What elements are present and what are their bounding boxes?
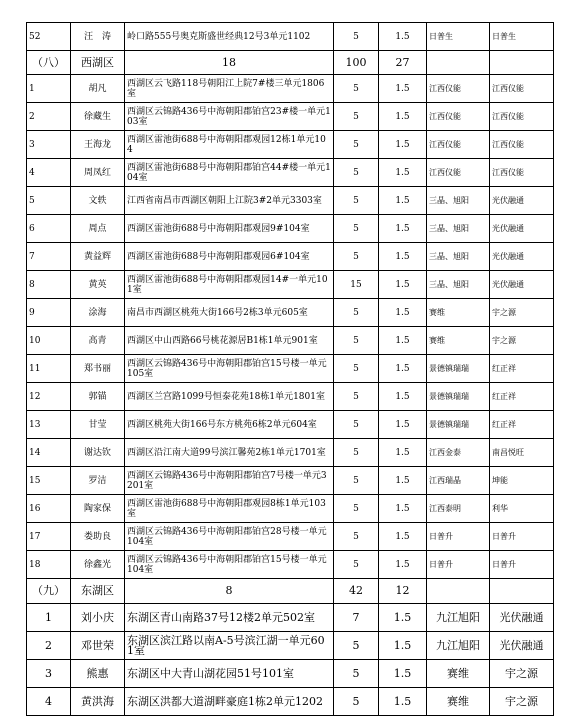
price-total: 12	[379, 579, 427, 604]
installer-cell: 江西仪能	[490, 159, 554, 187]
address-cell: 西湖区中山西路66号桃花源居B1栋1单元901室	[125, 327, 334, 355]
address-cell: 西湖区云锦路436号中海朝阳郡铂宫15号楼一单元105室	[125, 355, 334, 383]
installer-cell: 光伏融通	[490, 243, 554, 271]
table-row	[27, 467, 554, 495]
installer-cell: 光伏融通	[490, 187, 554, 215]
household-count: 8	[125, 579, 334, 604]
price-cell: 1.5	[379, 383, 427, 411]
area-cell: 5	[334, 159, 379, 187]
person-name: 郭锚	[71, 383, 125, 411]
row-number: 4	[27, 688, 71, 716]
supplier-cell: 景德镇瑞瑞	[427, 383, 490, 411]
area-cell: 5	[334, 439, 379, 467]
row-number: 14	[27, 439, 71, 467]
price-cell: 1.5	[379, 299, 427, 327]
area-cell: 5	[334, 632, 379, 660]
supplier-cell: 江西仪能	[427, 103, 490, 131]
price-cell: 1.5	[379, 551, 427, 579]
price-total: 27	[379, 51, 427, 75]
area-cell: 5	[334, 243, 379, 271]
price-cell: 1.5	[379, 159, 427, 187]
empty-cell	[490, 51, 554, 75]
installer-cell: 利华	[490, 495, 554, 523]
area-cell: 5	[334, 75, 379, 103]
area-total: 100	[334, 51, 379, 75]
person-name: 陶家保	[71, 495, 125, 523]
supplier-cell: 江西泰明	[427, 495, 490, 523]
person-name: 涂海	[71, 299, 125, 327]
row-number: 15	[27, 467, 71, 495]
area-cell: 5	[334, 383, 379, 411]
supplier-cell: 三晶、旭阳	[427, 243, 490, 271]
person-name: 文轶	[71, 187, 125, 215]
price-cell: 1.5	[379, 688, 427, 716]
table-row	[27, 604, 554, 632]
supplier-cell: 三晶、旭阳	[427, 187, 490, 215]
district-index: （九）	[27, 579, 71, 604]
row-number: 2	[27, 632, 71, 660]
district-row	[27, 51, 554, 75]
row-number: 10	[27, 327, 71, 355]
address-cell: 西湖区雷池街688号中海朝阳郡观园8栋1单元103室	[125, 495, 334, 523]
supplier-cell: 江西仪能	[427, 75, 490, 103]
person-name: 郑书丽	[71, 355, 125, 383]
area-cell: 5	[334, 551, 379, 579]
installer-cell: 光伏融通	[490, 604, 554, 632]
supplier-cell: 江西仪能	[427, 131, 490, 159]
row-number: 1	[27, 75, 71, 103]
price-cell: 1.5	[379, 187, 427, 215]
area-cell: 5	[334, 495, 379, 523]
installer-cell: 光伏融通	[490, 632, 554, 660]
supplier-cell: 赛维	[427, 660, 490, 688]
price-cell: 1.5	[379, 604, 427, 632]
price-cell: 1.5	[379, 103, 427, 131]
row-number: 18	[27, 551, 71, 579]
installer-cell: 宇之源	[490, 688, 554, 716]
supplier-cell: 九江旭阳	[427, 632, 490, 660]
supplier-cell: 三晶、旭阳	[427, 271, 490, 299]
area-cell: 5	[334, 103, 379, 131]
person-name: 谢达钦	[71, 439, 125, 467]
area-cell: 7	[334, 604, 379, 632]
address-cell: 东湖区滨江路以南A-5号滨江湖一单元601室	[125, 632, 334, 660]
row-number: 7	[27, 243, 71, 271]
person-name: 黄洪海	[71, 688, 125, 716]
district-index: （八）	[27, 51, 71, 75]
area-cell: 5	[334, 187, 379, 215]
installer-cell: 红正祥	[490, 383, 554, 411]
area-cell: 5	[334, 523, 379, 551]
empty-cell	[427, 579, 490, 604]
supplier-cell: 江西金泰	[427, 439, 490, 467]
table-row	[27, 187, 554, 215]
area-cell: 5	[334, 660, 379, 688]
table-row	[27, 75, 554, 103]
price-cell: 1.5	[379, 660, 427, 688]
area-cell: 5	[334, 131, 379, 159]
area-cell: 5	[334, 23, 379, 51]
area-total: 42	[334, 579, 379, 604]
person-name: 熊惠	[71, 660, 125, 688]
installer-cell: 江西仪能	[490, 75, 554, 103]
address-cell: 南昌市西湖区桃苑大街166号2栋3单元605室	[125, 299, 334, 327]
address-cell: 西湖区云锦路436号中海朝阳郡铂宫28号楼一单元104室	[125, 523, 334, 551]
person-name: 周点	[71, 215, 125, 243]
person-name: 周凤红	[71, 159, 125, 187]
address-cell: 西湖区兰宫路1099号恒泰花苑18栋1单元1801室	[125, 383, 334, 411]
person-name: 甘莹	[71, 411, 125, 439]
installer-cell: 日普升	[490, 523, 554, 551]
row-number: 2	[27, 103, 71, 131]
price-cell: 1.5	[379, 495, 427, 523]
person-name: 刘小庆	[71, 604, 125, 632]
person-name: 汪 涛	[71, 23, 125, 51]
person-name: 邓世荣	[71, 632, 125, 660]
address-cell: 西湖区雷池街688号中海朝阳郡观园6#104室	[125, 243, 334, 271]
supplier-cell: 景德镇瑞瑞	[427, 411, 490, 439]
address-cell: 西湖区云飞路118号朝阳江上院7#楼三单元1806室	[125, 75, 334, 103]
address-cell: 西湖区雷池街688号中海朝阳郡观园12栋1单元104	[125, 131, 334, 159]
address-cell: 西湖区云锦路436号中海朝阳郡铂宫23#楼一单元103室	[125, 103, 334, 131]
address-cell: 西湖区云锦路436号中海朝阳郡铂宫15号楼一单元104室	[125, 551, 334, 579]
price-cell: 1.5	[379, 75, 427, 103]
person-name: 王海龙	[71, 131, 125, 159]
address-cell: 东湖区洪都大道湖畔豪庭1栋2单元1202	[125, 688, 334, 716]
area-cell: 5	[334, 467, 379, 495]
table-row	[27, 660, 554, 688]
row-number: 9	[27, 299, 71, 327]
address-cell: 西湖区云锦路436号中海朝阳郡铂宫7号楼一单元3201室	[125, 467, 334, 495]
address-cell: 西湖区雷池街688号中海朝阳郡铂宫44#楼一单元104室	[125, 159, 334, 187]
installer-cell: 日普升	[490, 551, 554, 579]
table-row	[27, 215, 554, 243]
supplier-cell: 景德镇瑞瑞	[427, 355, 490, 383]
row-number: 17	[27, 523, 71, 551]
subsidy-table	[26, 22, 554, 716]
table-row	[27, 103, 554, 131]
area-cell: 5	[334, 411, 379, 439]
price-cell: 1.5	[379, 467, 427, 495]
row-number: 5	[27, 187, 71, 215]
row-number: 3	[27, 660, 71, 688]
person-name: 徐藏生	[71, 103, 125, 131]
price-cell: 1.5	[379, 243, 427, 271]
supplier-cell: 赛维	[427, 327, 490, 355]
supplier-cell: 日普升	[427, 551, 490, 579]
price-cell: 1.5	[379, 355, 427, 383]
row-number: 52	[27, 23, 71, 51]
supplier-cell: 九江旭阳	[427, 604, 490, 632]
installer-cell: 光伏融通	[490, 215, 554, 243]
installer-cell: 宇之源	[490, 299, 554, 327]
address-cell: 西湖区桃苑大街166号东方桃苑6栋2单元604室	[125, 411, 334, 439]
table-row	[27, 551, 554, 579]
area-cell: 5	[334, 355, 379, 383]
address-cell: 西湖区沿江南大道99号滨江馨苑2栋1单元1701室	[125, 439, 334, 467]
table-row	[27, 495, 554, 523]
district-name: 西湖区	[71, 51, 125, 75]
installer-cell: 江西仪能	[490, 103, 554, 131]
person-name: 徐鑫光	[71, 551, 125, 579]
row-number: 13	[27, 411, 71, 439]
address-cell: 岭口路555号奥克斯盛世经典12号3单元1102	[125, 23, 334, 51]
installer-cell: 宇之源	[490, 327, 554, 355]
district-name: 东湖区	[71, 579, 125, 604]
supplier-cell: 赛维	[427, 299, 490, 327]
area-cell: 5	[334, 327, 379, 355]
installer-cell: 光伏融通	[490, 271, 554, 299]
person-name: 娄助良	[71, 523, 125, 551]
supplier-cell: 三晶、旭阳	[427, 215, 490, 243]
installer-cell: 红正祥	[490, 411, 554, 439]
row-number: 16	[27, 495, 71, 523]
address-cell: 东湖区青山南路37号12楼2单元502室	[125, 604, 334, 632]
area-cell: 5	[334, 688, 379, 716]
household-count: 18	[125, 51, 334, 75]
table-row	[27, 23, 554, 51]
row-number: 6	[27, 215, 71, 243]
price-cell: 1.5	[379, 439, 427, 467]
address-cell: 西湖区雷池街688号中海朝阳郡观园14#一单元101室	[125, 271, 334, 299]
installer-cell: 南昌悦旺	[490, 439, 554, 467]
address-cell: 江西省南昌市西湖区朝阳上江院3#2单元3303室	[125, 187, 334, 215]
price-cell: 1.5	[379, 23, 427, 51]
price-cell: 1.5	[379, 411, 427, 439]
table-row	[27, 439, 554, 467]
area-cell: 5	[334, 299, 379, 327]
installer-cell: 红正祥	[490, 355, 554, 383]
row-number: 3	[27, 131, 71, 159]
supplier-cell: 江西瑞晶	[427, 467, 490, 495]
table-row	[27, 632, 554, 660]
price-cell: 1.5	[379, 327, 427, 355]
row-number: 8	[27, 271, 71, 299]
installer-cell: 江西仪能	[490, 131, 554, 159]
district-row	[27, 579, 554, 604]
person-name: 黄英	[71, 271, 125, 299]
installer-cell: 宇之源	[490, 660, 554, 688]
address-cell: 西湖区雷池街688号中海朝阳郡观园9#104室	[125, 215, 334, 243]
price-cell: 1.5	[379, 523, 427, 551]
table-row	[27, 159, 554, 187]
person-name: 罗洁	[71, 467, 125, 495]
price-cell: 1.5	[379, 632, 427, 660]
table-row	[27, 523, 554, 551]
price-cell: 1.5	[379, 271, 427, 299]
supplier-cell: 赛维	[427, 688, 490, 716]
table-row	[27, 271, 554, 299]
row-number: 1	[27, 604, 71, 632]
person-name: 胡凡	[71, 75, 125, 103]
empty-cell	[490, 579, 554, 604]
person-name: 高青	[71, 327, 125, 355]
person-name: 黄益辉	[71, 243, 125, 271]
price-cell: 1.5	[379, 131, 427, 159]
supplier-cell: 江西仪能	[427, 159, 490, 187]
address-cell: 东湖区中大青山湖花园51号101室	[125, 660, 334, 688]
area-cell: 15	[334, 271, 379, 299]
price-cell: 1.5	[379, 215, 427, 243]
table-row	[27, 131, 554, 159]
installer-cell: 日普生	[490, 23, 554, 51]
row-number: 12	[27, 383, 71, 411]
supplier-cell: 日普升	[427, 523, 490, 551]
table-row	[27, 327, 554, 355]
table-row	[27, 411, 554, 439]
area-cell: 5	[334, 215, 379, 243]
installer-cell: 坤能	[490, 467, 554, 495]
table-row	[27, 688, 554, 716]
table-row	[27, 299, 554, 327]
table-row	[27, 383, 554, 411]
supplier-cell: 日普生	[427, 23, 490, 51]
table-row	[27, 243, 554, 271]
empty-cell	[427, 51, 490, 75]
table-row	[27, 355, 554, 383]
row-number: 4	[27, 159, 71, 187]
row-number: 11	[27, 355, 71, 383]
